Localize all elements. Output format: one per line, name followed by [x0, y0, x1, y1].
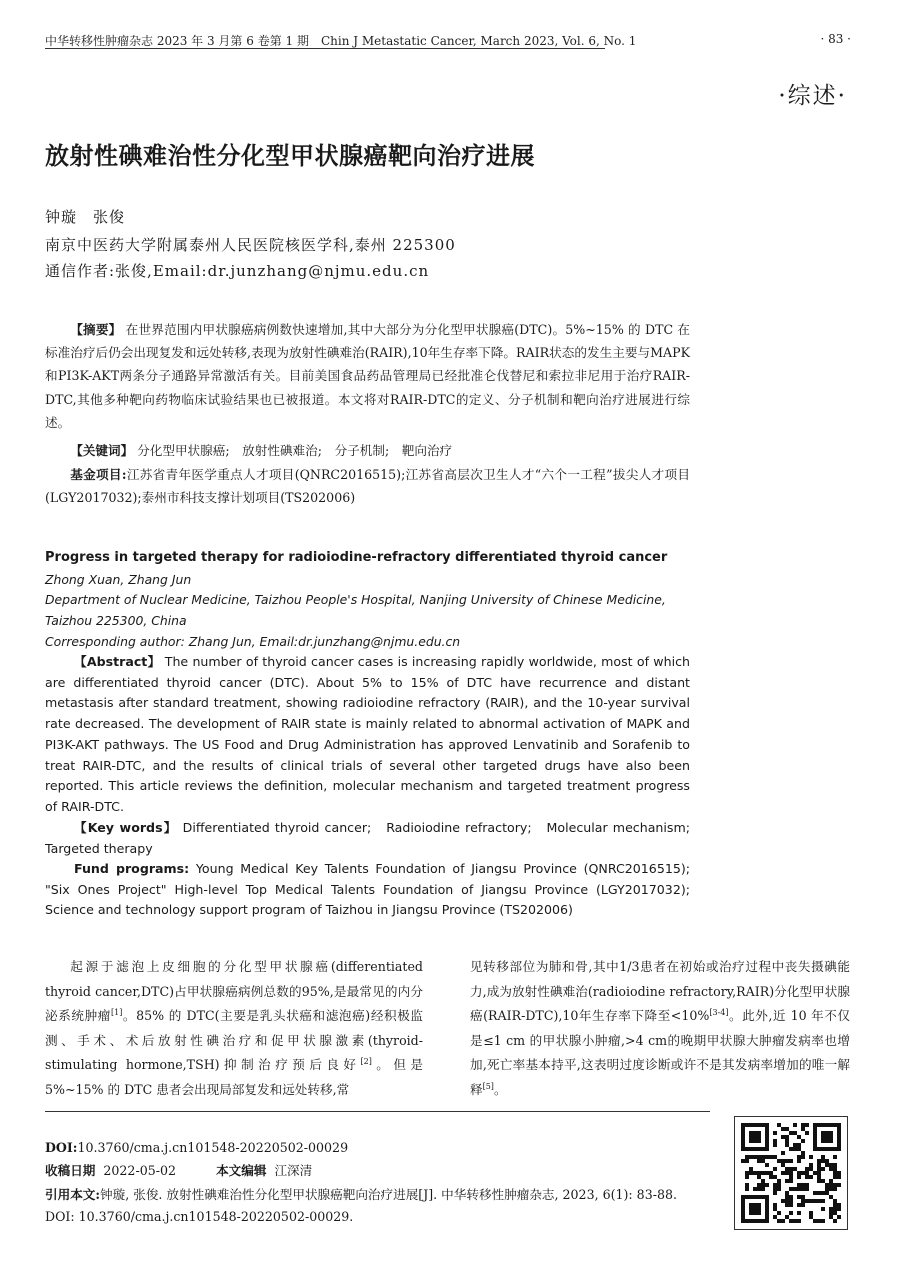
- editor-name: 江深清: [274, 1163, 313, 1178]
- authors-cn: 钟璇 张俊: [45, 208, 126, 226]
- header-rule: [45, 48, 605, 49]
- qr-code-icon[interactable]: [734, 1116, 848, 1230]
- keywords-en-text: Differentiated thyroid cancer; Radioiodine refractory; Molecular mechanism; Targeted therapy: [45, 820, 703, 856]
- body-right-a: 见转移部位为肺和骨,其中1/3患者在初始或治疗过程中丧失摄碘能力,成为放射性碘难治(radioiodine refractory,RAIR)分化型甲状腺癌(RAIR-DTC),10年生存率下降至<10%: [470, 959, 850, 1024]
- body-right-b: 。此外,近 10 年不仅是≤1 cm 的甲状腺小肿瘤,>4 cm的晚期甲状腺大肿瘤发病率也增加,死亡率基本持平,这表明过度诊断或许不是其发病率增加的唯一解释: [470, 1008, 850, 1097]
- abstract-cn-label: 【摘要】: [70, 322, 122, 337]
- abstract-cn-text: 在世界范围内甲状腺癌病例数快速增加,其中大部分为分化型甲状腺癌(DTC)。5%~15% 的 DTC 在标准治疗后仍会出现复发和远处转移,表现为放射性碘难治(RAIR),10年生存率下降。RAIR状态的发生主要与MAPK和PI3K-AKT两条分子通路异常激活有关。目前美国食品药品管理局已经批准仑伐替尼和索拉非尼用于治疗RAIR-DTC,其他多种靶向药物临床试验结果也已被报道。本文将对RAIR-DTC的定义、分子机制和靶向治疗进展进行综述。: [45, 322, 690, 430]
- body-left-a: 起源于滤泡上皮细胞的分化型甲状腺癌(differentiated thyroid cancer,DTC)占甲状腺癌病例总数的95%,是最常见的内分泌系统肿瘤: [45, 959, 423, 1024]
- article-title-en: Progress in targeted therapy for radioiodine-refractory differentiated thyroid cancer: [45, 550, 668, 565]
- body-column-left: [45, 955, 423, 1103]
- abstract-en-label: 【Abstract】: [73, 654, 161, 669]
- fund-en: [45, 859, 690, 921]
- cite-text: 钟璇, 张俊. 放射性碘难治性分化型甲状腺癌靶向治疗进展[J]. 中华转移性肿瘤杂志, 2023, 6(1): 83-88. DOI: 10.3760/cma.j.cn101548-20220502-00029.: [45, 1187, 677, 1224]
- keywords-en: [45, 818, 703, 859]
- body-left-b: 。85% 的 DTC(主要是乳头状癌和滤泡癌)经积极监测、手术、术后放射性碘治疗和促甲状腺激素(thyroid-stimulating hormone,TSH)抑制治疗预后良好: [45, 1008, 423, 1073]
- doi-label: DOI:: [45, 1140, 78, 1155]
- fund-cn-text: 江苏省青年医学重点人才项目(QNRC2016515);江苏省高层次卫生人才“六个一工程”拔尖人才项目(LGY2017032);泰州市科技支撑计划项目(TS202006): [45, 467, 691, 506]
- journal-header: 中华转移性肿瘤杂志 2023 年 3 月第 6 卷第 1 期 Chin J Metastatic Cancer, March 2023, Vol. 6, No. 1: [45, 34, 637, 48]
- fund-cn: [45, 463, 690, 509]
- received-date: 2022-05-02: [103, 1163, 177, 1178]
- fund-en-text: Young Medical Key Talents Foundation of Jiangsu Province (QNRC2016515); "Six Ones Project" High-level Top Medical Talents Foundation of Jiangsu Province (LGY2017032); Science and technology support program of Taizhou in Jiangsu Province (TS202006): [45, 861, 691, 918]
- received-label: 收稿日期: [45, 1163, 96, 1178]
- corresponding-author-en: Corresponding author: Zhang Jun, Email:dr.junzhang@njmu.edu.cn: [45, 634, 461, 649]
- doi-value[interactable]: 10.3760/cma.j.cn101548-20220502-00029: [77, 1140, 349, 1155]
- citation-2[interactable]: [2]: [360, 1057, 372, 1067]
- abstract-en: [45, 652, 690, 818]
- fund-en-label: Fund programs:: [73, 861, 190, 876]
- fund-cn-label: 基金项目:: [70, 467, 127, 482]
- editor-label: 本文编辑: [216, 1163, 267, 1178]
- doi-line: [45, 1137, 715, 1159]
- received-line: [45, 1160, 715, 1182]
- abstract-en-text: The number of thyroid cancer cases is increasing rapidly worldwide, most of which are differentiated thyroid cancer (DTC). About 5% to 15% of DTC have recurrence and distant metastasis after standard treatment, showing radioiodine refractory (RAIR), and the 10-year survival rate decreased. The development of RAIR state is mainly related to abnormal activation of MAPK and PI3K-AKT pathways. The US Food and Drug Administration has approved Lenvatinib and Sorafenib to treat RAIR-DTC, and the results of clinical trials of several other targeted drugs have also been reported. This article reviews the definition, molecular mechanism and targeted treatment progress of RAIR-DTC.: [45, 654, 690, 814]
- cite-label: 引用本文:: [45, 1187, 101, 1202]
- footer-rule: [45, 1111, 710, 1112]
- page-number: · 83 ·: [820, 32, 851, 46]
- article-title-cn: 放射性碘难治性分化型甲状腺癌靶向治疗进展: [45, 142, 535, 170]
- citation-3-4[interactable]: [3-4]: [709, 1008, 729, 1017]
- section-label: ·综述·: [778, 83, 847, 109]
- keywords-cn-label: 【关键词】: [70, 443, 134, 458]
- qr-code-graphic: [735, 1117, 847, 1229]
- body-right-c: 。: [493, 1081, 507, 1097]
- affiliation-cn: 南京中医药大学附属泰州人民医院核医学科,泰州 225300: [45, 236, 456, 254]
- abstract-cn: [45, 318, 690, 434]
- body-left-c: 。但是5%~15% 的 DTC 患者会出现局部复发和远处转移,常: [45, 1057, 424, 1097]
- citation-1[interactable]: [1]: [110, 1008, 123, 1017]
- body-column-right: [470, 955, 850, 1103]
- citation-5[interactable]: [5]: [482, 1081, 494, 1091]
- authors-en: Zhong Xuan, Zhang Jun: [45, 572, 192, 587]
- affiliation-en: Department of Nuclear Medicine, Taizhou People's Hospital, Nanjing University of Chinese Medicine, Taizhou 225300, China: [45, 592, 666, 628]
- keywords-cn: [45, 439, 690, 462]
- keywords-en-label: 【Key words】: [73, 820, 178, 835]
- corresponding-author-cn: 通信作者:张俊,Email:dr.junzhang@njmu.edu.cn: [45, 262, 430, 280]
- citation-line: [45, 1184, 710, 1228]
- keywords-cn-text: 分化型甲状腺癌; 放射性碘难治; 分子机制; 靶向治疗: [137, 443, 453, 458]
